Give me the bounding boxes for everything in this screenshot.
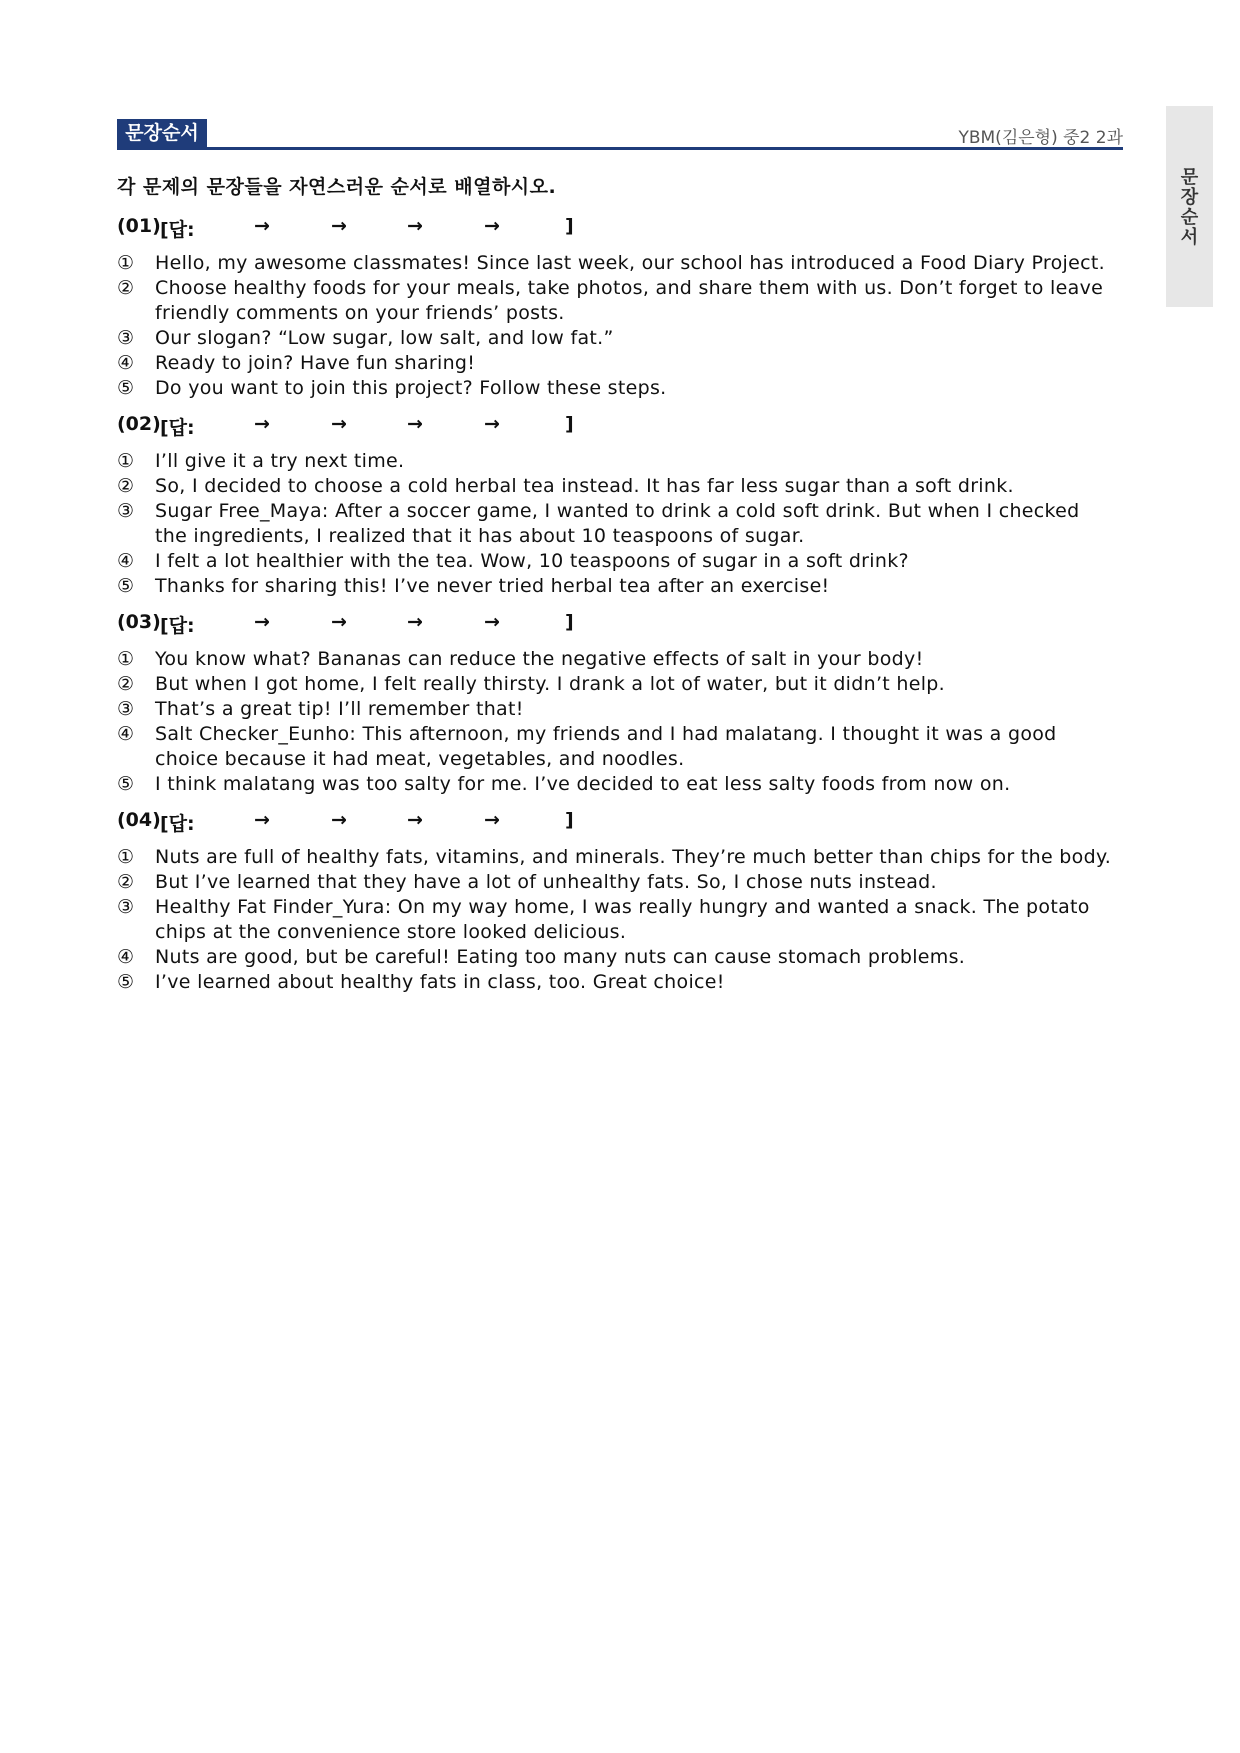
list-item bbox=[117, 697, 1117, 722]
item-number: ① bbox=[117, 450, 135, 472]
item-number: ② bbox=[117, 475, 135, 497]
item-text: Ready to join? Have fun sharing! bbox=[155, 352, 476, 374]
list-item bbox=[117, 845, 1117, 870]
list-item bbox=[117, 351, 1117, 376]
arrow-icon: → bbox=[254, 215, 270, 237]
item-text: Choose healthy foods for your meals, take photos, and share them with us. Don’t forget to leave friendly comments on your friends’ posts. bbox=[155, 277, 1104, 324]
list-item bbox=[117, 474, 1117, 499]
answer-close: ] bbox=[565, 611, 574, 633]
question-4 bbox=[117, 809, 1117, 995]
item-number: ④ bbox=[117, 946, 135, 968]
side-tab-label: 문 장 순 서 bbox=[1180, 167, 1199, 248]
arrow-icon: → bbox=[484, 215, 500, 237]
list-item bbox=[117, 970, 1117, 995]
list-item bbox=[117, 895, 1117, 945]
arrow-icon: → bbox=[407, 413, 423, 435]
answer-line bbox=[117, 809, 1117, 839]
list-item bbox=[117, 449, 1117, 474]
item-number: ③ bbox=[117, 500, 135, 522]
item-number: ① bbox=[117, 648, 135, 670]
item-number: ⑤ bbox=[117, 575, 135, 597]
list-item bbox=[117, 574, 1117, 599]
list-item bbox=[117, 549, 1117, 574]
item-number: ② bbox=[117, 277, 135, 299]
item-text: Our slogan? “Low sugar, low salt, and low fat.” bbox=[155, 327, 614, 349]
list-item bbox=[117, 376, 1117, 401]
page-header bbox=[117, 119, 1123, 150]
list-item bbox=[117, 772, 1117, 797]
answer-close: ] bbox=[565, 413, 574, 435]
question-number: (02) bbox=[117, 413, 161, 435]
list-item bbox=[117, 672, 1117, 697]
item-number: ② bbox=[117, 673, 135, 695]
item-number: ③ bbox=[117, 327, 135, 349]
question-1 bbox=[117, 215, 1117, 401]
item-text: Nuts are good, but be careful! Eating too many nuts can cause stomach problems. bbox=[155, 946, 966, 968]
arrow-icon: → bbox=[331, 611, 347, 633]
item-number: ② bbox=[117, 871, 135, 893]
answer-close: ] bbox=[565, 215, 574, 237]
item-text: So, I decided to choose a cold herbal tea instead. It has far less sugar than a soft drink. bbox=[155, 475, 1014, 497]
arrow-icon: → bbox=[331, 215, 347, 237]
list-item bbox=[117, 326, 1117, 351]
item-number: ⑤ bbox=[117, 971, 135, 993]
list-item bbox=[117, 276, 1117, 326]
item-number: ⑤ bbox=[117, 773, 135, 795]
arrow-icon: → bbox=[407, 215, 423, 237]
arrow-icon: → bbox=[331, 413, 347, 435]
item-text: Sugar Free_Maya: After a soccer game, I wanted to drink a cold soft drink. But when I checked the ingredients, I realized that it has about 10 teaspoons of sugar. bbox=[155, 500, 1080, 547]
instruction: 각 문제의 문장들을 자연스러운 순서로 배열하시오. bbox=[117, 176, 557, 198]
arrow-icon: → bbox=[484, 809, 500, 831]
item-text: Nuts are full of healthy fats, vitamins, and minerals. They’re much better than chips for the body. bbox=[155, 846, 1112, 868]
item-text: You know what? Bananas can reduce the negative effects of salt in your body! bbox=[155, 648, 924, 670]
item-number: ④ bbox=[117, 550, 135, 572]
question-2 bbox=[117, 413, 1117, 599]
answer-close: ] bbox=[565, 809, 574, 831]
item-text: But I’ve learned that they have a lot of unhealthy fats. So, I chose nuts instead. bbox=[155, 871, 937, 893]
answer-line bbox=[117, 413, 1117, 443]
item-text: Salt Checker_Eunho: This afternoon, my friends and I had malatang. I thought it was a good choice because it had meat, vegetables, and noodles. bbox=[155, 723, 1057, 770]
list-item bbox=[117, 251, 1117, 276]
item-text: I’ll give it a try next time. bbox=[155, 450, 405, 472]
question-number: (04) bbox=[117, 809, 161, 831]
arrow-icon: → bbox=[254, 611, 270, 633]
arrow-icon: → bbox=[254, 413, 270, 435]
answer-prefix: [답: bbox=[160, 219, 195, 241]
item-text: Thanks for sharing this! I’ve never tried herbal tea after an exercise! bbox=[155, 575, 830, 597]
answer-line bbox=[117, 611, 1117, 641]
item-number: ⑤ bbox=[117, 377, 135, 399]
list-item bbox=[117, 647, 1117, 672]
answer-prefix: [답: bbox=[160, 813, 195, 835]
item-text: I’ve learned about healthy fats in class, too. Great choice! bbox=[155, 971, 725, 993]
question-3 bbox=[117, 611, 1117, 797]
item-text: Do you want to join this project? Follow these steps. bbox=[155, 377, 667, 399]
item-number: ④ bbox=[117, 352, 135, 374]
list-item bbox=[117, 945, 1117, 970]
item-number: ④ bbox=[117, 723, 135, 745]
section-label: 문장순서 bbox=[117, 119, 207, 147]
arrow-icon: → bbox=[331, 809, 347, 831]
item-text: I think malatang was too salty for me. I’ve decided to eat less salty foods from now on. bbox=[155, 773, 1011, 795]
item-number: ③ bbox=[117, 896, 135, 918]
arrow-icon: → bbox=[254, 809, 270, 831]
question-number: (01) bbox=[117, 215, 161, 237]
arrow-icon: → bbox=[484, 611, 500, 633]
list-item bbox=[117, 722, 1117, 772]
answer-line bbox=[117, 215, 1117, 245]
answer-prefix: [답: bbox=[160, 615, 195, 637]
sentence-list bbox=[117, 845, 1117, 995]
list-item bbox=[117, 870, 1117, 895]
item-text: Healthy Fat Finder_Yura: On my way home, I was really hungry and wanted a snack. The potato chips at the convenience store looked delicious. bbox=[155, 896, 1090, 943]
sentence-list bbox=[117, 647, 1117, 797]
side-tab bbox=[1166, 106, 1213, 307]
item-number: ① bbox=[117, 846, 135, 868]
item-text: That’s a great tip! I’ll remember that! bbox=[155, 698, 524, 720]
course-info: YBM(김은형) 중2 2과 bbox=[958, 128, 1123, 148]
item-text: I felt a lot healthier with the tea. Wow, 10 teaspoons of sugar in a soft drink? bbox=[155, 550, 909, 572]
arrow-icon: → bbox=[407, 809, 423, 831]
item-text: But when I got home, I felt really thirsty. I drank a lot of water, but it didn’t help. bbox=[155, 673, 946, 695]
list-item bbox=[117, 499, 1117, 549]
sentence-list bbox=[117, 251, 1117, 401]
arrow-icon: → bbox=[484, 413, 500, 435]
sentence-list bbox=[117, 449, 1117, 599]
item-text: Hello, my awesome classmates! Since last week, our school has introduced a Food Diary Project. bbox=[155, 252, 1105, 274]
item-number: ① bbox=[117, 252, 135, 274]
arrow-icon: → bbox=[407, 611, 423, 633]
answer-prefix: [답: bbox=[160, 417, 195, 439]
question-number: (03) bbox=[117, 611, 161, 633]
item-number: ③ bbox=[117, 698, 135, 720]
